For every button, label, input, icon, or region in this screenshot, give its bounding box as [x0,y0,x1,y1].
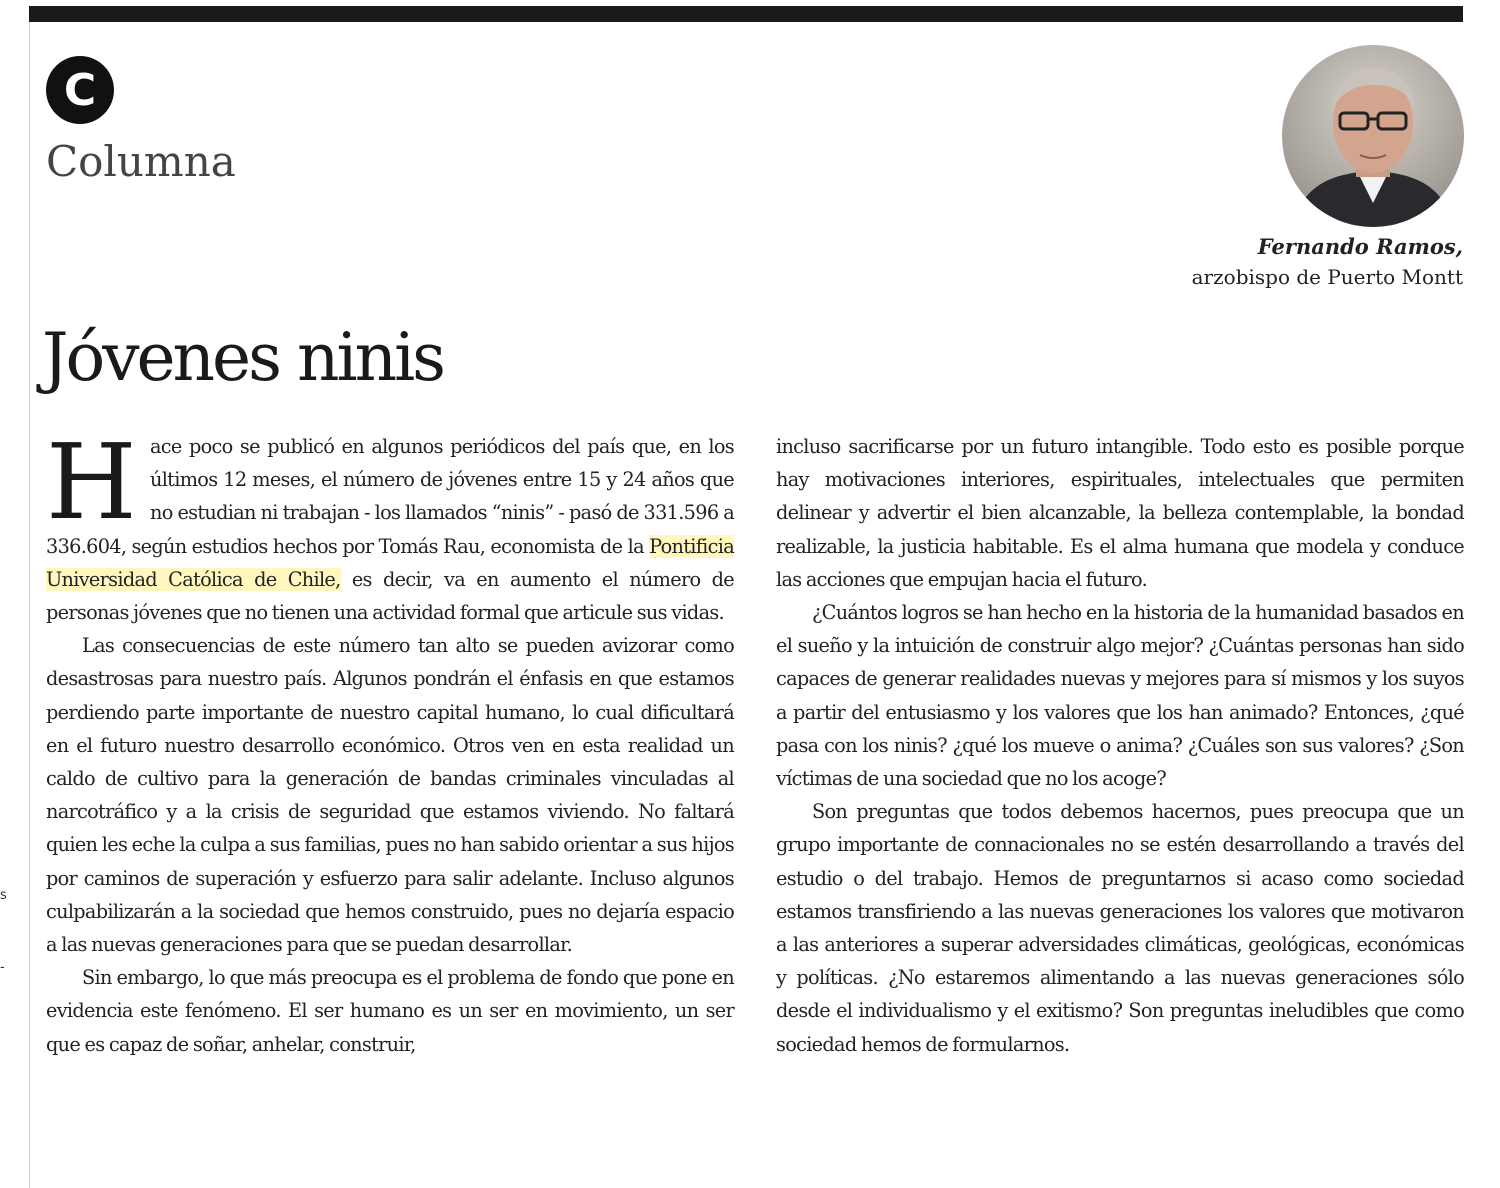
article-paragraph: Son preguntas que todos debemos hacernos, pues preocupa que un grupo importante de connacionales no se estén desarrollando a través del estudio o del trabajo. Hemos de preguntarnos si acaso como sociedad estamos transfiriendo a las nuevas generaciones los valores que motivaron a las anteriores a superar adversidades climáticas, geológicas, económicas y políticas. ¿No estaremos alimentando a las nuevas generaciones sólo desde el individualismo y el exitismo? Son preguntas ineludibles que como sociedad hemos de formularnos. [776,800,1464,1056]
column-divider [29,22,30,1188]
margin-fragment: - [0,960,5,975]
article-paragraph: incluso sacrificarse por un futuro intangible. Todo esto es posible porque hay motivaciones interiores, espirituales, intelectuales que permiten delinear y advertir el bien alcanzable, la belleza contemplable, la bondad realizable, la justicia habitable. Es el alma humana que modela y conduce las acciones que empujan hacia el futuro. [776,435,1464,591]
article-column-left [46,421,735,1061]
section-label: Columna [46,137,236,186]
author-name: Fernando Ramos, [1257,234,1463,259]
highlighted-text: Pontificia Universidad Católica de Chile, [46,534,734,591]
top-rule [29,6,1463,22]
margin-fragment: s [0,888,7,903]
article-paragraph: Sin embargo, lo que más preocupa es el problema de fondo que pone en evidencia este fenómeno. El ser humano es un ser en movimiento, un ser que es capaz de soñar, anhelar, construir, [46,966,734,1056]
section-badge-icon: C [46,56,114,124]
paragraph-text: ace poco se publicó en algunos periódicos del país que, en los últimos 12 meses, el número de jóvenes entre 15 y 24 años que no estudian ni trabajan - los llamados “ninis” - pasó de 331.596 a 336.604, según estudios hechos por Tomás Rau, economista de la [46,435,734,558]
article-paragraph [46,421,735,629]
paragraph-text: es decir, va en aumento el número de personas jóvenes que no tienen una actividad formal que articule sus vidas. [46,567,735,625]
author-role: arzobispo de Puerto Montt [1191,265,1463,289]
article-headline: Jóvenes ninis [42,319,444,396]
drop-cap: H [46,421,136,543]
author-portrait-icon [1282,45,1464,227]
byline [1192,232,1463,292]
author-photo [1282,45,1464,227]
article-paragraph: Las consecuencias de este número tan alto se pueden avizorar como desastrosas para nuestro país. Algunos pondrán el énfasis en que estamos perdiendo parte importante de nuestro capital humano, lo cual dificultará en el futuro nuestro desarrollo económico. Otros ven en esta realidad un caldo de cultivo para la generación de bandas criminales vinculadas al narcotráfico y a la crisis de seguridad que estamos viviendo. No faltará quien les eche la culpa a sus familias, pues no han sabido orientar a sus hijos por caminos de superación y esfuerzo para salir adelante. Incluso algunos culpabilizarán a la sociedad que hemos construido, pues no dejaría espacio a las nuevas generaciones para que se puedan desarrollar. [46,634,734,957]
article-column-right [776,430,1464,1061]
article-paragraph: ¿Cuántos logros se han hecho en la historia de la humanidad basados en el sueño y la intuición de construir algo mejor? ¿Cuántas personas han sido capaces de generar realidades nuevas y mejores para sí mismos y los suyos a partir del entusiasmo y los valores que los han animado? Entonces, ¿qué pasa con los ninis? ¿qué los mueve o anima? ¿Cuáles son sus valores? ¿Son víctimas de una sociedad que no los acoge? [776,601,1464,791]
